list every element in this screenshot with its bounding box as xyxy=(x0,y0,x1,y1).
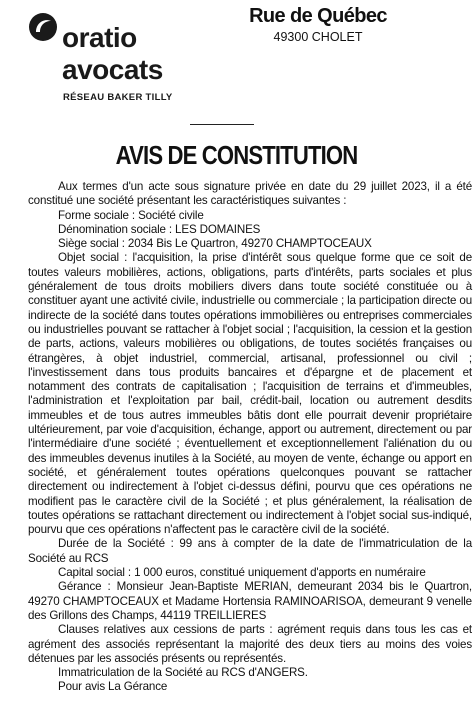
company-logo xyxy=(28,12,208,107)
paragraph-registered-office: Siège social : 2034 Bis Le Quartron, 49270 CHAMPTOCEAUX xyxy=(58,237,372,251)
notice-title: AVIS DE CONSTITUTION xyxy=(115,140,358,170)
divider xyxy=(190,124,254,125)
address-block xyxy=(248,4,388,46)
header xyxy=(0,0,473,120)
paragraph-signature: Pour avis La Gérance xyxy=(58,680,168,694)
logo-network: RÉSEAU BAKER TILLY xyxy=(63,92,173,103)
paragraph-capital: Capital social : 1 000 euros, constitué uniquement d'apports en numéraire xyxy=(58,566,426,580)
paragraph-intro: Aux termes d'un acte sous signature privée en date du 29 juillet 2023, il a été constitué une société présentant les caractéristiques suivantes : xyxy=(28,180,472,208)
address-city: 49300 CHOLET xyxy=(273,30,363,44)
paragraph-registration: Immatriculation de la Société au RCS d'ANGERS. xyxy=(58,666,308,680)
paragraph-transfer-clauses: Clauses relatives aux cessions de parts : agrément requis dans tous les cas et agrément des associés représentant la majorité des deux tiers au moins des voies détenues par les associés présents ou représentés. xyxy=(28,623,472,665)
paragraph-legal-form: Forme sociale : Société civile xyxy=(58,208,204,222)
oratio-logo-icon xyxy=(28,12,58,42)
logo-subname: avocats xyxy=(62,54,163,85)
notice-body xyxy=(28,180,472,695)
paragraph-purpose: Objet social : l'acquisition, la prise d'intérêt sous quelque forme que ce soit de toutes valeurs mobilières, actions, obligations, parts d'intérêts, parts sociales et plus généralement de tous droits mobiliers divers dans toute société constituée ou à constituer ayant une activité civile, industrielle ou commerciale ; la participation directe ou indirecte de la société dans toutes opérations immobilières ou entreprises commerciales ou industrielles pouvant se rattacher à l'objet social ; l'acquisition, la cession et la gestion de parts, actions, valeurs mobilières ou obligations, de toutes sociétés françaises ou étrangères, à objet industriel, commercial, artisanal, professionnel ou civil ; l'investissement dans tous produits bancaires et d'épargne et de placement et notamment des contrats de capitalisation ; l'acquisition de terrains et d'immeubles, l'administration et l'exploitation par bail, crédit-bail, location ou autrement desdits immeubles et de tous autres immeubles bâtis dont elle pourrait devenir propriétaire ultérieurement, par voie d'acquisition, échange, apport ou autrement, directement ou par l'intermédiaire d'une société ; éventuellement et exceptionnellement l'aliénation du ou des immeubles devenus inutiles à la Société, au moyen de vente, échange ou apport en société, et généralement toutes opérations quelconques pouvant se rattacher directement ou indirectement à l'objet ci-dessus défini, pourvu que ces opérations ne modifient pas le caractère civil de la Société ; et plus généralement, la réalisation de toutes opérations se rattachant directement ou indirectement à l'objet social sus-indiqué, pourvu que ces opérations n'affectent pas le caractère civil de la société. xyxy=(28,251,472,537)
address-street: Rue de Québec xyxy=(249,5,387,27)
paragraph-name: Dénomination sociale : LES DOMAINES xyxy=(58,222,261,236)
paragraph-management: Gérance : Monsieur Jean-Baptiste MERIAN, demeurant 2034 bis le Quartron, 49270 CHAMPTOCEAUX et Madame Hortensia RAMINOARISOA, demeurant 9 venelle des Grillons des Champs, 44119 TREILLIERES xyxy=(28,580,472,622)
paragraph-duration: Durée de la Société : 99 ans à compter de la date de l'immatriculation de la Société au RCS xyxy=(28,537,472,565)
logo-name: oratio xyxy=(62,22,137,53)
